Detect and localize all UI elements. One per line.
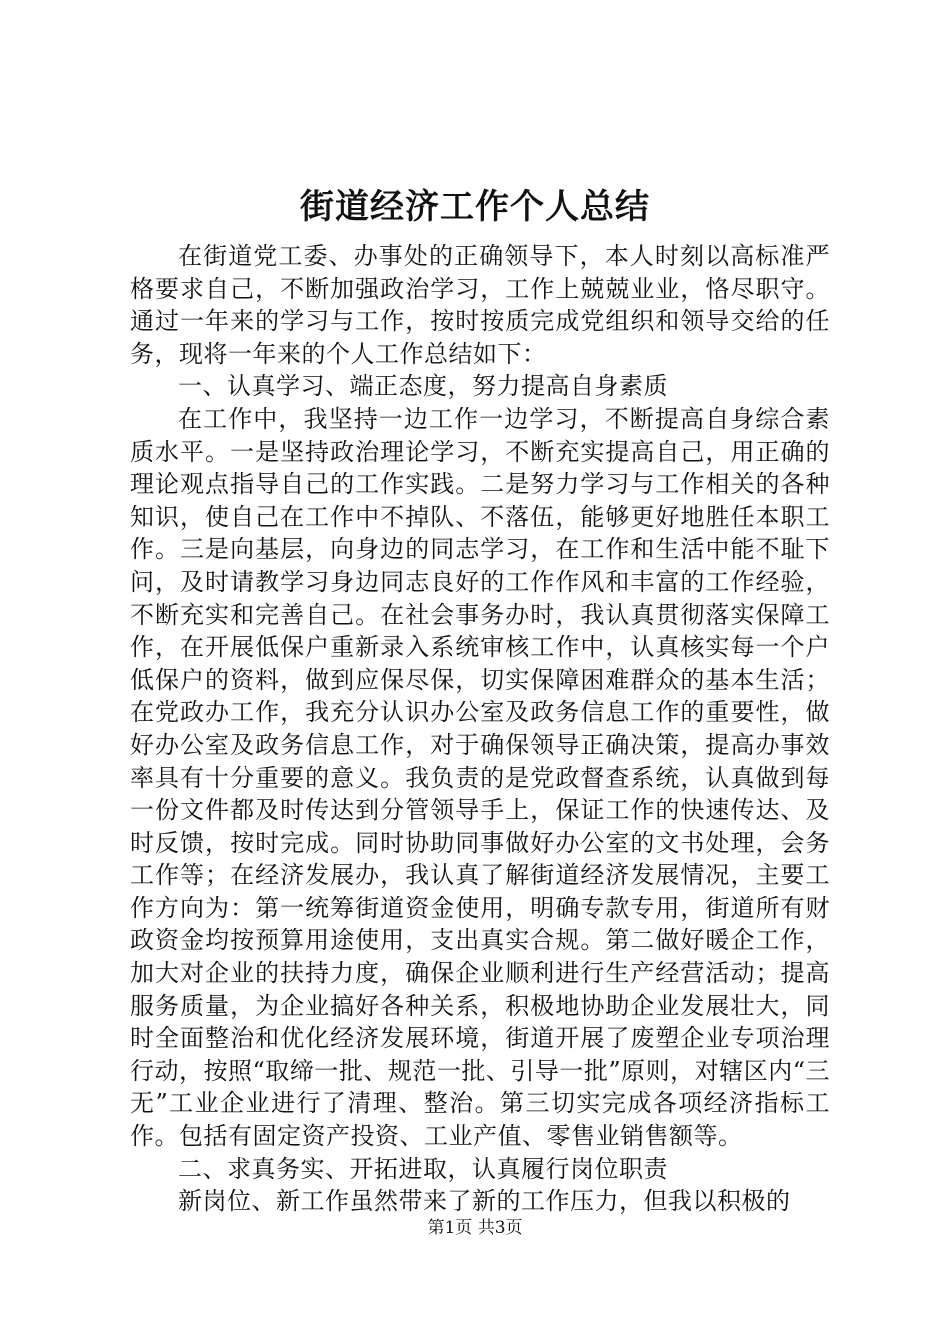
intro-paragraph: 在街道党工委、办事处的正确领导下，本人时刻以高标准严格要求自己，不断加强政治学习，工作上兢兢业业，恪尽职守。通过一年来的学习与工作，按时按质完成党组织和领导交给的任务，现将一年来的个人工作总结如下： <box>130 242 830 368</box>
page-footer: 第1页 共3页 <box>427 1218 523 1238</box>
document-body <box>130 240 830 1218</box>
section-2-paragraph: 新岗位、新工作虽然带来了新的工作压力，但我以积极的 <box>178 1187 791 1216</box>
document-title: 街道经济工作个人总结 <box>300 187 650 227</box>
section-1-paragraph: 在工作中，我坚持一边工作一边学习，不断提高自身综合素质水平。一是坚持政治理论学习，不断充实提高自己，用正确的理论观点指导自己的工作实践。二是努力学习与工作相关的各种知识，使自己在工作中不掉队、不落伍，能够更好地胜任本职工作。三是向基层，向身边的同志学习，在工作和生活中能不耻下问，及时请教学习身边同志良好的工作作风和丰富的工作经验，不断充实和完善自己。在社会事务办时，我认真贯彻落实保障工作，在开展低保户重新录入系统审核工作中，认真核实每一个户低保户的资料，做到应保尽保，切实保障困难群众的基本生活；在党政办工作，我充分认识办公室及政务信息工作的重要性，做好办公室及政务信息工作，对于确保领导正确决策，提高办事效率具有十分重要的意义。我负责的是党政督查系统，认真做到每一份文件都及时传达到分管领导手上，保证工作的快速传达、及时反馈，按时完成。同时协助同事做好办公室的文书处理，会务工作等；在经济发展办，我认真了解街道经济发展情况，主要工作方向为：第一统筹街道资金使用，明确专款专用，街道所有财政资金均按预算用途使用，支出真实合规。第二做好暖企工作，加大对企业的扶持力度，确保企业顺利进行生产经营活动；提高服务质量，为企业搞好各种关系，积极地协助企业发展壮大，同时全面整治和优化经济发展环境，街道开展了废塑企业专项治理行动，按照“取缔一批、规范一批、引导一批”原则，对辖区内“三无”工业企业进行了清理、整治。第三切实完成各项经济指标工作。包括有固定资产投资、工业产值、零售业销售额等。 <box>130 404 830 1151</box>
section-heading-1: 一、认真学习、端正态度，努力提高自身素质 <box>178 372 668 401</box>
section-heading-2: 二、求真务实、开拓进取，认真履行岗位职责 <box>178 1154 668 1183</box>
